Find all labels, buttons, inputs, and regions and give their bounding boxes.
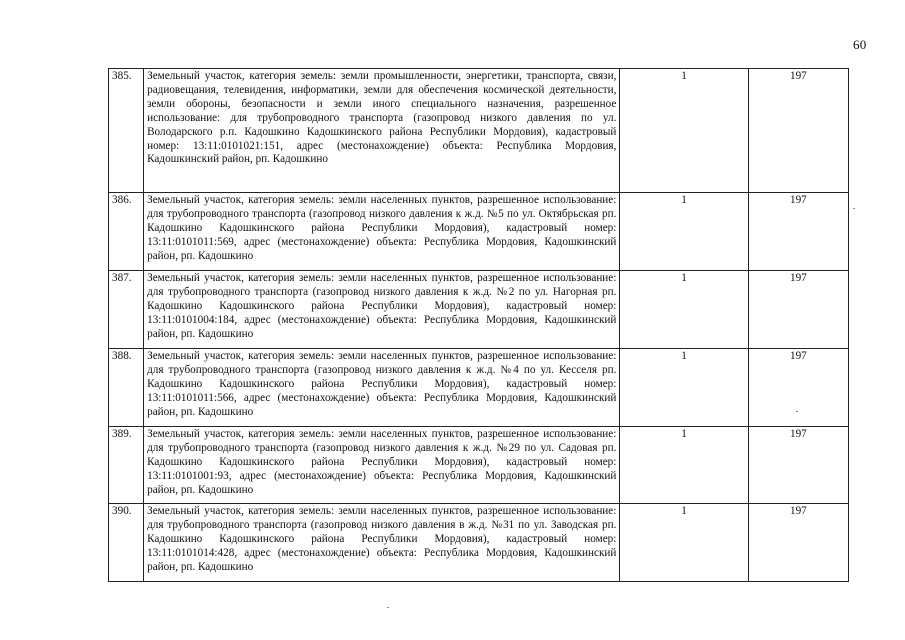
scan-speck	[387, 607, 389, 608]
value-cell: 197	[748, 349, 848, 427]
quantity-cell: 1	[620, 193, 748, 271]
scan-speck	[853, 208, 855, 209]
row-number: 386.	[109, 193, 144, 271]
value-cell: 197	[748, 427, 848, 504]
page-number: 60	[853, 37, 867, 52]
value-cell: 197	[748, 69, 848, 193]
property-description: Земельный участок, категория земель: земли населенных пунктов, разрешенное использование: для трубопроводного транспорта (газопровод низкого давления к ж.д. №29 по ул. Садовая рп. Кадошкино Кадошкинского района Республики Мордовия), кадастровый номер: 13:11:0101001:93, адрес (местонахождение) объекта: Республика Мордовия, Кадошкинский район, рп. Кадошкино	[144, 427, 620, 504]
table-row	[109, 193, 849, 271]
value-cell: 197	[748, 504, 848, 582]
row-number: 387.	[109, 271, 144, 349]
property-description: Земельный участок, категория земель: земли населенных пунктов, разрешенное использование: для трубопроводного транспорта (газопровод низкого давления к ж.д. №5 по ул. Октябрьская рп. Кадошкино Кадошкинского района Республики Мордовия), кадастровый номер: 13:11:0101011:569, адрес (местонахождение) объекта: Республика Мордовия, Кадошкинский район, рп. Кадошкино	[144, 193, 620, 271]
row-number: 385.	[109, 69, 144, 193]
quantity-cell: 1	[620, 504, 748, 582]
quantity-cell: 1	[620, 271, 748, 349]
table-row	[109, 69, 849, 193]
property-description: Земельный участок, категория земель: земли населенных пунктов, разрешенное использование: для трубопроводного транспорта (газопровод низкого давления к ж.д. №4 по ул. Кесселя рп. Кадошкино Кадошкинского района Республики Мордовия), кадастровый номер: 13:11:0101011:566, адрес (местонахождение) объекта: Республика Мордовия, Кадошкинский район, рп. Кадошкино	[144, 349, 620, 427]
property-description: Земельный участок, категория земель: земли населенных пунктов, разрешенное использование: для трубопроводного транспорта (газопровод низкого давления к ж.д. №2 по ул. Нагорная рп. Кадошкино Кадошкинского района Республики Мордовия), кадастровый номер: 13:11:0101004:184, адрес (местонахождение) объекта: Республика Мордовия, Кадошкинский район, рп. Кадошкино	[144, 271, 620, 349]
value-cell: 197	[748, 193, 848, 271]
table-row	[109, 271, 849, 349]
value-cell: 197	[748, 271, 848, 349]
table-row	[109, 504, 849, 582]
row-number: 389.	[109, 427, 144, 504]
scan-speck	[796, 411, 798, 412]
property-registry-table	[108, 68, 849, 582]
quantity-cell: 1	[620, 349, 748, 427]
property-description: Земельный участок, категория земель: земли промышленности, энергетики, транспорта, связи, радиовещания, телевидения, информатики, земли для обеспечения космической деятельности, земли обороны, безопасности и земли иного специального назначения, разрешенное использование: для трубопроводного транспорта (газопровод низкого давления по ул. Володарского р.п. Кадошкино Кадошкинского района Республики Мордовия), кадастровый номер: 13:11:0101021:151, адрес (местонахождение) объекта: Республика Мордовия, Кадошкинский район, рп. Кадошкино	[144, 69, 620, 193]
table-row	[109, 427, 849, 504]
row-number: 388.	[109, 349, 144, 427]
row-number: 390.	[109, 504, 144, 582]
table-row	[109, 349, 849, 427]
quantity-cell: 1	[620, 427, 748, 504]
property-description: Земельный участок, категория земель: земли населенных пунктов, разрешенное использование: для трубопроводного транспорта (газопровод низкого давления в ж.д. №31 по ул. Заводская рп. Кадошкино Кадошкинского района Республики Мордовия), кадастровый номер: 13:11:0101014:428, адрес (местонахождение) объекта: Республика Мордовия, Кадошкинский район, рп. Кадошкино	[144, 504, 620, 582]
quantity-cell: 1	[620, 69, 748, 193]
